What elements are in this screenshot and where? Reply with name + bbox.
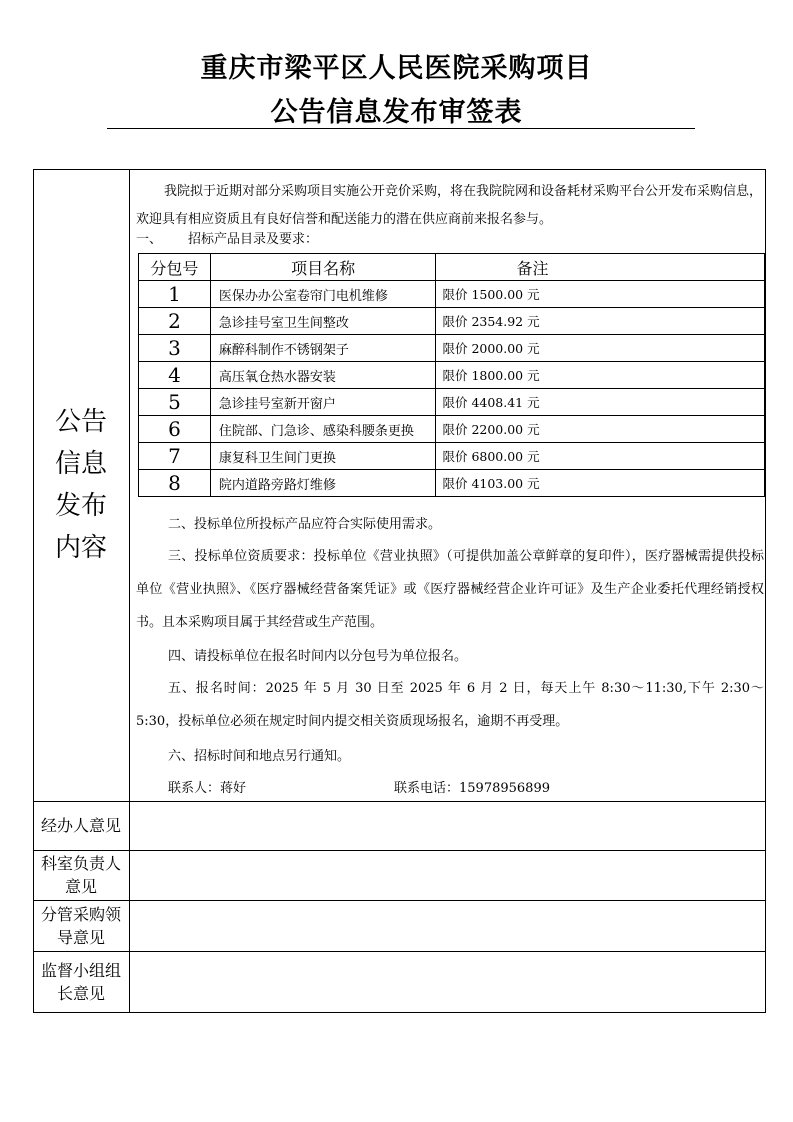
package-no: 3: [139, 335, 211, 362]
table-header-row: [139, 254, 765, 281]
package-no: 1: [139, 281, 211, 308]
table-row: [139, 362, 765, 389]
intro-paragraph: 我院拟于近期对部分采购项目实施公开竞价采购，将在我院院网和设备耗材采购平台公开发布采购信息，欢迎具有相应资质且有良好信誉和配送能力的潜在供应商前来报名参与。: [136, 184, 763, 227]
price-limit: 限价 2354.92 元: [436, 308, 765, 335]
handler-opinion-label-cell: [33, 801, 129, 850]
procurement-leader-opinion-label: 分管采购领导意见: [40, 904, 121, 947]
label-line: 发布: [54, 491, 107, 521]
dept-head-opinion-label-cell: [33, 850, 129, 900]
product-list-table: [138, 253, 765, 497]
table-row: [139, 308, 765, 335]
package-no: 8: [139, 470, 211, 497]
price-limit: 限价 1800.00 元: [436, 362, 765, 389]
contact-person: 联系人：蒋好: [168, 781, 247, 796]
price-limit: 限价 2000.00 元: [436, 335, 765, 362]
package-no: 5: [139, 389, 211, 416]
procurement-leader-opinion-label-cell: [33, 900, 129, 951]
contact-info: [168, 777, 728, 796]
section3-paragraph: 三、投标单位资质要求：投标单位《营业执照》（可提供加盖公章鲜章的复印件），医疗器械需提供投标单位《营业执照》、《医疗器械经营备案凭证》或《医疗器械经营企业许可证》及生产企业委托代理经销授权书。且本采购项目属于其经营或生产范围。: [136, 549, 764, 630]
package-no: 7: [139, 443, 211, 470]
table-row: [139, 416, 765, 443]
price-limit: 限价 4103.00 元: [436, 470, 765, 497]
section1-number: 一、: [136, 232, 163, 247]
announcement-content-label: [33, 169, 129, 801]
project-name: 高压氧仓热水器安装: [210, 362, 436, 389]
section6-paragraph: 六、招标时间和地点另行通知。: [168, 749, 351, 764]
row-divider: [33, 801, 766, 802]
project-name: 住院部、门急诊、感染科腰条更换: [210, 416, 436, 443]
package-no: 6: [139, 416, 211, 443]
project-name: 院内道路旁路灯维修: [210, 470, 436, 497]
row-divider: [33, 900, 766, 901]
label-line: 公告: [54, 407, 107, 437]
header-project-name: 项目名称: [210, 254, 436, 281]
supervision-leader-opinion-label-cell: [33, 951, 129, 1013]
table-row: [139, 389, 765, 416]
supervision-leader-opinion-label: 监督小组组长意见: [40, 961, 121, 1003]
section2-paragraph: 二、投标单位所投标产品应符合实际使用需求。: [168, 517, 442, 532]
table-row: [139, 470, 765, 497]
document-title-line2: 公告信息发布审签表: [270, 97, 523, 128]
price-limit: 限价 1500.00 元: [436, 281, 765, 308]
price-limit: 限价 6800.00 元: [436, 443, 765, 470]
row-divider: [33, 951, 766, 952]
price-limit: 限价 2200.00 元: [436, 416, 765, 443]
header-package-no: 分包号: [139, 254, 211, 281]
table-row: [139, 281, 765, 308]
section4-paragraph: 四、请投标单位在报名时间内以分包号为单位报名。: [168, 649, 468, 664]
table-row: [139, 443, 765, 470]
label-line: 内容: [54, 533, 107, 563]
package-no: 4: [139, 362, 211, 389]
section5-paragraph: 五、报名时间：2025 年 5 月 30 日至 2025 年 6 月 2 日，每天上午 8:30～11:30,下午 2:30～5:30，投标单位必须在规定时间内提交相关资质现场报名，逾期不再受理。: [136, 681, 764, 729]
project-name: 急诊挂号室卫生间整改: [210, 308, 436, 335]
label-column-divider: [129, 169, 130, 1013]
project-name: 麻醉科制作不锈钢架子: [210, 335, 436, 362]
header-remark: 备注: [436, 254, 765, 281]
price-limit: 限价 4408.41 元: [436, 389, 765, 416]
row-divider: [33, 850, 766, 851]
title-underline: [107, 128, 695, 129]
document-title-line1: 重庆市梁平区人民医院采购项目: [200, 53, 593, 84]
label-line: 信息: [54, 449, 107, 479]
dept-head-opinion-label: 科室负责人意见: [40, 854, 121, 896]
section1-title: 招标产品目录及要求：: [188, 232, 319, 247]
contact-phone: 联系电话：15978956899: [394, 781, 550, 796]
project-name: 康复科卫生间门更换: [210, 443, 436, 470]
table-row: [139, 335, 765, 362]
project-name: 急诊挂号室新开窗户: [210, 389, 436, 416]
project-name: 医保办办公室卷帘门电机维修: [210, 281, 436, 308]
section1-heading: [136, 230, 762, 250]
handler-opinion-label: 经办人意见: [40, 816, 121, 835]
package-no: 2: [139, 308, 211, 335]
